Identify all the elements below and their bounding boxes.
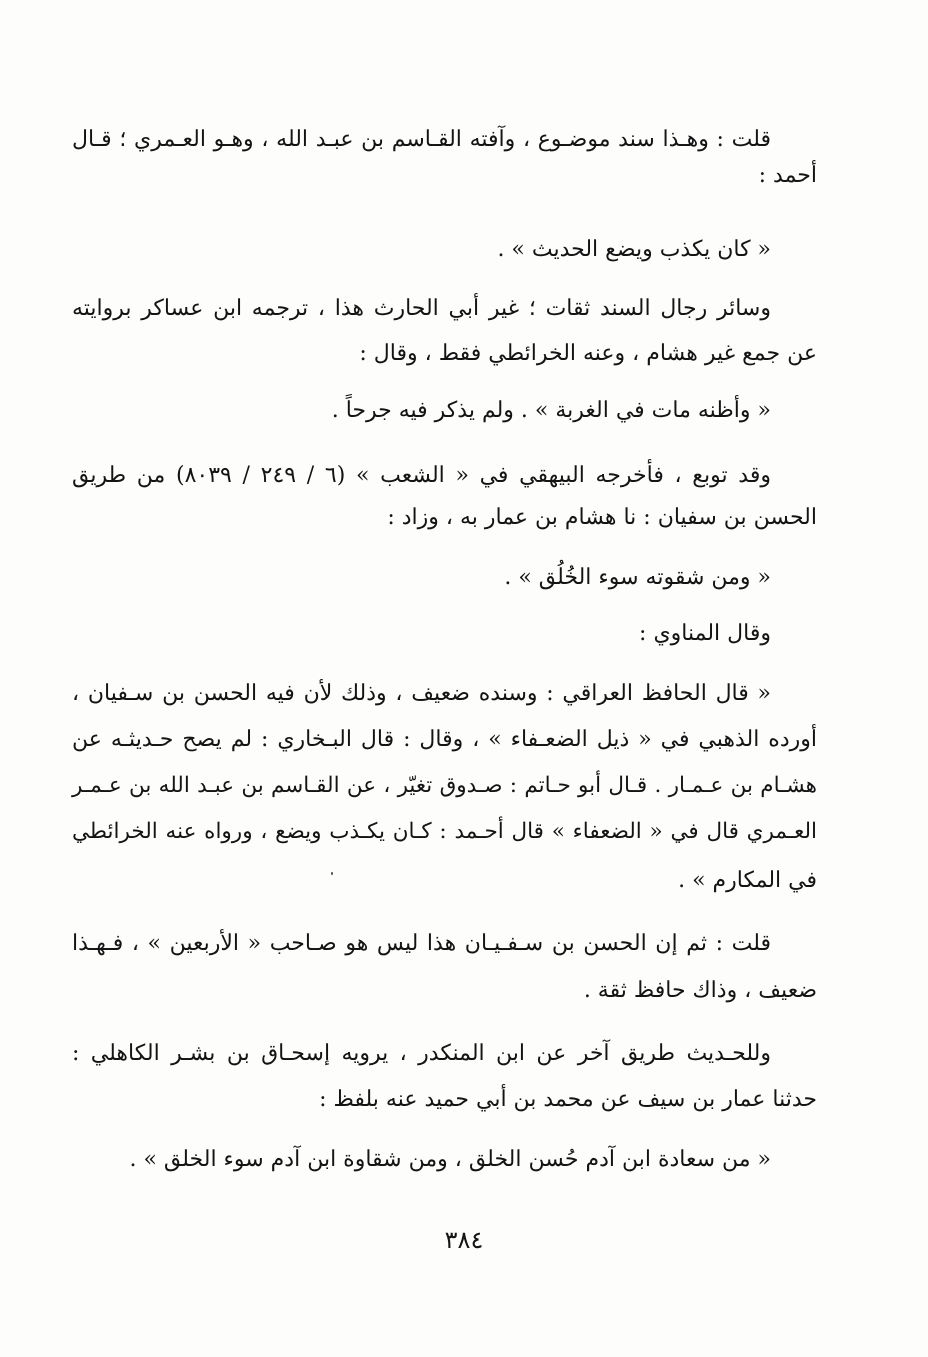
text-line-10: وقال المناوي : (639, 621, 771, 646)
text-line-12: أورده الذهبي في « ذيل الضعـفاء » ، وقال : قال البـخاري : لم يصح حـديثـه عن (72, 727, 817, 752)
page-number: ٣٨٤ (444, 1226, 484, 1254)
text-line-5: عن جمع غير هشام ، وعنه الخرائطي فقط ، وقال : (359, 341, 817, 366)
text-line-19: حدثنا عمار بن سيف عن محمد بن أبي حميد عنه بلفظ : (319, 1087, 817, 1112)
text-line-3: « كان يكذب ويضع الحديث » . (497, 237, 771, 262)
text-line-14: العـمري قال في « الضعفاء » قال أحـمد : كـان يكـذب ويضع ، ورواه عنه الخرائطي (72, 819, 817, 844)
text-line-16: قلت : ثم إن الحسن بن سـفـيـان هذا ليس هو صـاحب « الأربعين » ، فـهـذا (72, 931, 771, 956)
text-line-7: وقد توبع ، فأخرجه البيهقي في « الشعب » (٦ / ٢٤٩ / ٨٠٣٩) من طريق (72, 463, 771, 488)
text-line-9: « ومن شقوته سوء الخُلُق » . (504, 565, 771, 590)
text-line-18: وللحـديث طريق آخر عن ابن المنكدر ، يرويه إسحـاق بن بشـر الكاهلي : (72, 1041, 771, 1066)
text-line-4: وسائر رجال السند ثقات ؛ غير أبي الحارث هذا ، ترجمه ابن عساكر بروايته (72, 296, 771, 321)
text-line-20: « من سعادة ابن آدم حُسن الخلق ، ومن شقاوة ابن آدم سوء الخلق » . (129, 1147, 771, 1172)
scan-speck (331, 872, 333, 875)
text-line-1: قلت : وهـذا سند موضـوع ، وآفته القـاسم بن عبـد الله ، وهـو العـمري ؛ قـال (72, 127, 771, 152)
text-line-11: « قال الحافظ العراقي : وسنده ضعيف ، وذلك لأن فيه الحسن بن سـفيان ، (72, 681, 771, 706)
text-line-13: هشـام بن عـمـار . قـال أبو حـاتم : صـدوق تغيّر ، عن القـاسم بن عبـد الله بن عـمـر (72, 773, 817, 798)
text-line-8: الحسن بن سفيان : نا هشام بن عمار به ، وزاد : (387, 505, 817, 530)
text-line-15: في المكارم » . (678, 868, 817, 893)
text-line-17: ضعيف ، وذاك حافظ ثقة . (583, 978, 817, 1003)
text-line-2: أحمد : (758, 163, 817, 188)
text-line-6: « وأظنه مات في الغربة » . ولم يذكر فيه جرحاً . (331, 398, 771, 423)
